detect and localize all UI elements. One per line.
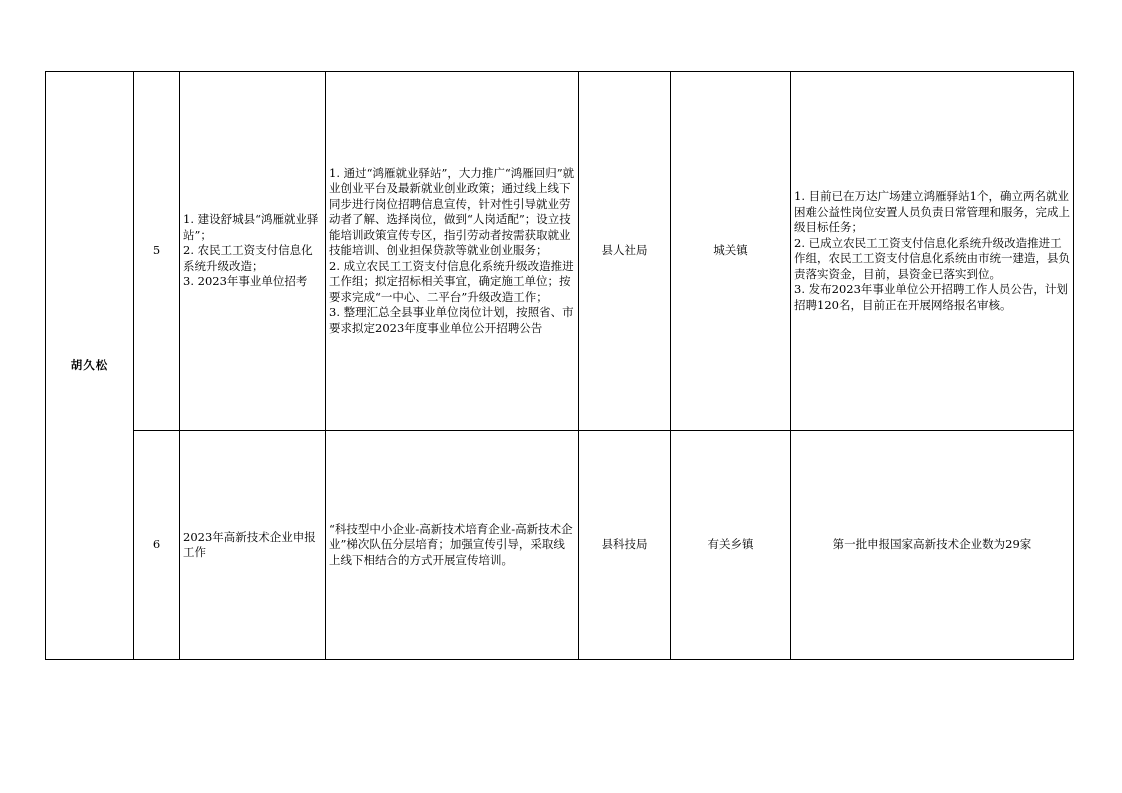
leader-name-cell: 胡久松 <box>46 72 134 660</box>
table-row <box>46 431 1074 660</box>
cooperating-unit-cell: 有关乡镇 <box>671 431 791 660</box>
progress-cell: 1. 目前已在万达广场建立鸿雁驿站1个，确立两名就业困难公益性岗位安置人员负责日常管理和服务，完成上级目标任务； 2. 已成立农民工工资支付信息化系统升级改造推进工作组，农民工工资支付信息化系统由市统一建造，县负责落实资金，目前，县资金已落实到位。 3. 发布2023年事业单位公开招聘工作人员公告，计划招聘120名，目前正在开展网络报名审核。 <box>791 72 1074 431</box>
measures-cell: “科技型中小企业-高新技术培育企业-高新技术企业”梯次队伍分层培育；加强宣传引导，采取线上线下相结合的方式开展宣传培训。 <box>326 431 579 660</box>
table-row <box>46 72 1074 431</box>
row-number-cell: 6 <box>134 431 180 660</box>
lead-unit-cell: 县人社局 <box>579 72 671 431</box>
measures-cell: 1. 通过“鸿雁就业驿站”，大力推广“鸿雁回归”就业创业平台及最新就业创业政策；通过线上线下同步进行岗位招聘信息宣传，针对性引导就业劳动者了解、选择岗位，做到“人岗适配”；设立技能培训政策宣传专区，指引劳动者按需获取就业技能培训、创业担保贷款等就业创业服务； 2. 成立农民工工资支付信息化系统升级改造推进工作组；拟定招标相关事宜，确定施工单位；按要求完成“一中心、二平台”升级改造工作； 3. 整理汇总全县事业单位岗位计划，按照省、市要求拟定2023年度事业单位公开招聘公告 <box>326 72 579 431</box>
task-cell: 1. 建设舒城县“鸿雁就业驿站”； 2. 农民工工资支付信息化系统升级改造； 3. 2023年事业单位招考 <box>180 72 326 431</box>
task-table <box>45 71 1074 660</box>
task-cell: 2023年高新技术企业申报工作 <box>180 431 326 660</box>
progress-cell: 第一批申报国家高新技术企业数为29家 <box>791 431 1074 660</box>
lead-unit-cell: 县科技局 <box>579 431 671 660</box>
cooperating-unit-cell: 城关镇 <box>671 72 791 431</box>
row-number-cell: 5 <box>134 72 180 431</box>
